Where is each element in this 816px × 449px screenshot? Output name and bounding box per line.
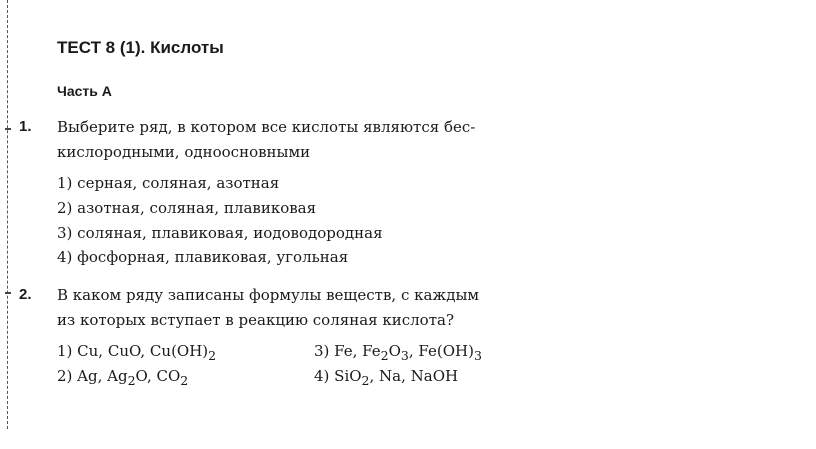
question-number: 1. (19, 118, 32, 135)
question-text: из которых вступает в реакцию соляная кислота? (57, 311, 454, 329)
page-margin-line (7, 0, 8, 429)
question-text: Выберите ряд, в котором все кислоты являются бес- (57, 118, 476, 136)
question-number: 2. (19, 286, 32, 303)
answer-option: 2) азотная, соляная, плавиковая (57, 199, 317, 217)
answer-option: 3) Fe, $Fe_2O_3$, $Fe(OH)_3$ (314, 342, 482, 363)
answer-option: 2) Ag, $Ag_2O$, $CO_2$ (57, 367, 189, 388)
answer-option: 4) SiO$_2$, Na, NaOH (314, 367, 459, 388)
question-text: кислородными, одноосновными (57, 143, 311, 161)
test-title: ТЕСТ 8 (1). Кислоты (57, 38, 224, 57)
question-text: В каком ряду записаны формулы веществ, с каждым (57, 286, 480, 304)
answer-option: 1) Cu, CuO, $Cu(OH)_2$ (57, 342, 217, 363)
margin-tick (5, 128, 11, 130)
answer-option: 4) фосфорная, плавиковая, угольная (57, 248, 349, 266)
margin-tick (5, 292, 11, 294)
answer-option: 1) серная, соляная, азотная (57, 174, 280, 192)
answer-option: 3) соляная, плавиковая, иодоводородная (57, 224, 383, 242)
part-title: Часть А (57, 83, 112, 99)
